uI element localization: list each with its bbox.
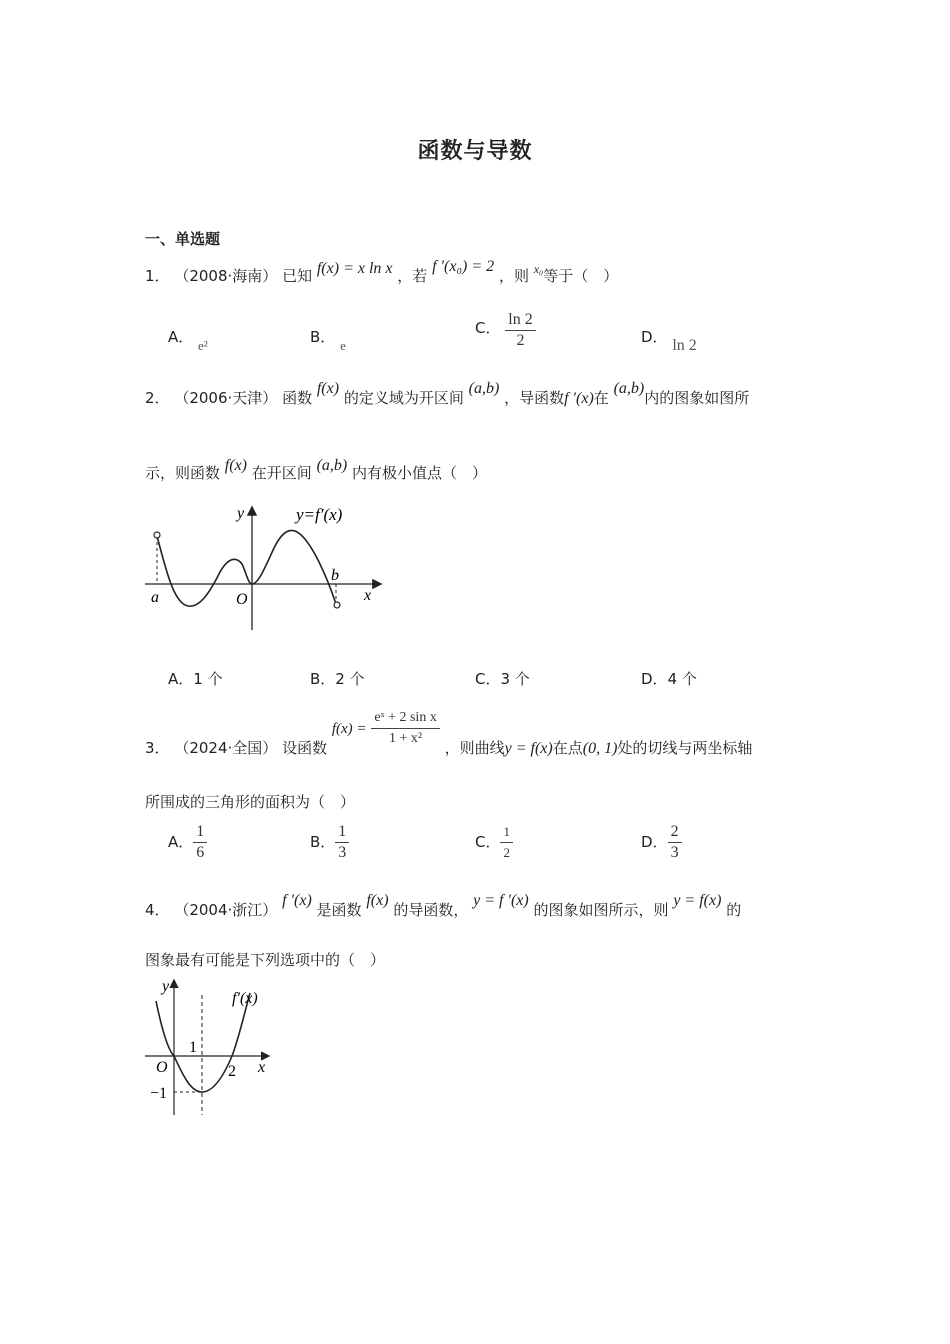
tick-label-neg1: −1 [150, 1085, 168, 1102]
q1-option-d[interactable]: D． ln 2 [641, 328, 697, 354]
y-axis-label: y [237, 505, 245, 522]
q2-option-a[interactable]: A．1 个 [168, 670, 223, 688]
question-source: （2004·浙江） [174, 901, 278, 919]
q3-option-a[interactable]: A． $\frac{1}{6}$ [168, 822, 207, 863]
function-definition: f(x) = x ln x [316, 260, 393, 277]
q1-option-a[interactable]: A． e² [168, 328, 208, 353]
question-3-line2: 所围成的三角形的面积为（ ） [145, 793, 356, 811]
tick-label-1: 1 [189, 1039, 197, 1056]
q2-option-b[interactable]: B．2 个 [310, 670, 365, 688]
question-source: （2006·天津） [174, 389, 278, 407]
q2-option-c[interactable]: C．3 个 [475, 670, 530, 688]
x-axis-label: x [364, 587, 372, 604]
origin-label: O [236, 591, 248, 608]
q3-option-b[interactable]: B． $\frac{1}{3}$ [310, 822, 349, 863]
question-number: 4． [145, 901, 170, 919]
a-label: a [151, 589, 159, 606]
question-number: 3． [145, 739, 170, 757]
open-endpoint-b [334, 602, 340, 608]
question-4: 4． （2004·浙江） f ′(x) 是函数 f(x) 的导函数， y = f ′(x) 的图象如图所示，则 y = f(x) 的 [145, 892, 742, 919]
b-label: b [331, 567, 339, 584]
q1-option-c[interactable]: C． $\frac{\ln 2}{2}$ [475, 310, 536, 351]
derivative-graph-q2 [140, 500, 390, 635]
question-3: 3． （2024·全国） 设函数 f(x) = $\frac{\text{eˣ + 2 sin x}}{\text{1 + x²}}$ ，则曲线y = f(x)在点(0, 1)处的切线与两坐标轴 [145, 710, 753, 757]
derivative-graph-q4 [140, 975, 280, 1120]
question-source: （2024·全国） [174, 739, 278, 757]
question-source: （2008·海南） [174, 267, 278, 285]
curve-label: f′(x) [232, 990, 258, 1007]
question-2: 2． （2006·天津） 函数 f(x) 的定义域为开区间 (a,b) ，导函数f ′(x)在 (a,b)内的图象如图所 [145, 380, 750, 407]
q1-option-b[interactable]: B． e [310, 328, 346, 353]
q3-option-c[interactable]: C． $\frac{1}{2}$ [475, 822, 513, 863]
y-axis-label: y [162, 978, 170, 995]
question-number: 2． [145, 389, 170, 407]
question-1: 1． （2008·海南） 已知 f(x) = x ln x ，若 f ′(x₀) = 2 ，则 $^{x_0}$等于（ ） [145, 258, 619, 285]
q3-option-d[interactable]: D． $\frac{2}{3}$ [641, 822, 682, 863]
curve-label: y=f′(x) [296, 505, 343, 524]
x-axis-label: x [258, 1059, 266, 1076]
question-number: 1． [145, 267, 170, 285]
open-endpoint-a [154, 532, 160, 538]
condition: f ′(x₀) = 2 [432, 258, 495, 275]
question-2-line2: 示，则函数 f(x) 在开区间 (a,b) 内有极小值点（ ） [145, 457, 488, 482]
question-4-line2: 图象最有可能是下列选项中的（ ） [145, 951, 386, 969]
section-heading: 一、单选题 [145, 230, 221, 248]
variable-x0: x₀ [533, 262, 544, 276]
tick-label-2: 2 [228, 1063, 236, 1080]
origin-label: O [156, 1059, 168, 1076]
page-title: 函数与导数 [417, 139, 533, 164]
q2-option-d[interactable]: D．4 个 [641, 670, 697, 688]
